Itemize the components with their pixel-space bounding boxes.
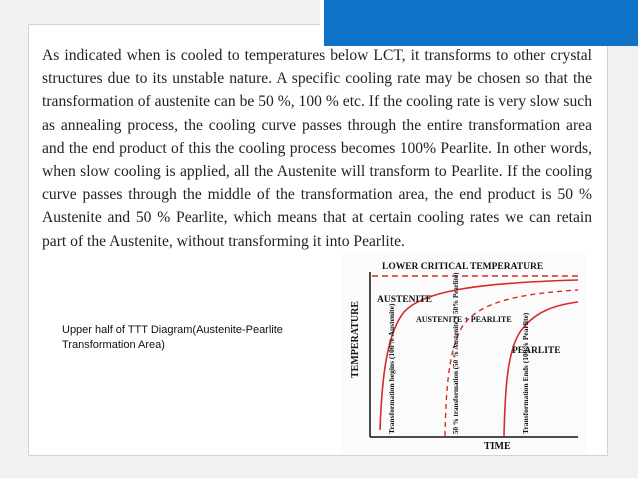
ttt-diagram-svg	[342, 252, 586, 454]
begin-note: Transformation begins (100% Austenite)	[387, 303, 396, 434]
lct-label: LOWER CRITICAL TEMPERATURE	[382, 262, 544, 272]
mid-curve	[445, 290, 578, 436]
ttt-diagram	[342, 252, 586, 454]
y-axis-label: TEMPERATURE	[350, 300, 361, 378]
mid-note: 50 % transformation (50 % Austenite + 50% Pearlite)	[452, 272, 460, 434]
accent-bar	[320, 0, 638, 46]
end-note: Transformation Ends (100% Pearlite)	[521, 312, 530, 434]
body-paragraph: As indicated when is cooled to temperatures below LCT, it transforms to other crystal structures due to its unstable nature. A specific cooling rate may be chosen so that the transformation of austenite can be 50 %, 100 % etc. If the cooling rate is very slow such as annealing process, the cooling curve passes through the entire transformation area and the end product of this the cooling process becomes 100% Pearlite. In other words, when slow cooling is applied, all the Austenite will transform to Pearlite. If the cooling curve passes through the middle of the transformation area, the end product is 50 % Austenite and 50 % Pearlite, which means that at certain cooling rates we can retain part of the Austenite, without transforming it into Pearlite.	[42, 47, 592, 250]
austenite-label: AUSTENITE	[377, 295, 432, 305]
x-axis-label: TIME	[484, 441, 511, 452]
mixed-region-label: AUSTENITE + PEARLITE	[416, 315, 512, 324]
diagram-caption: Upper half of TTT Diagram(Austenite-Pearlite Transformation Area)	[62, 324, 283, 351]
end-curve	[504, 302, 578, 436]
pearlite-label: PEARLITE	[512, 346, 561, 356]
